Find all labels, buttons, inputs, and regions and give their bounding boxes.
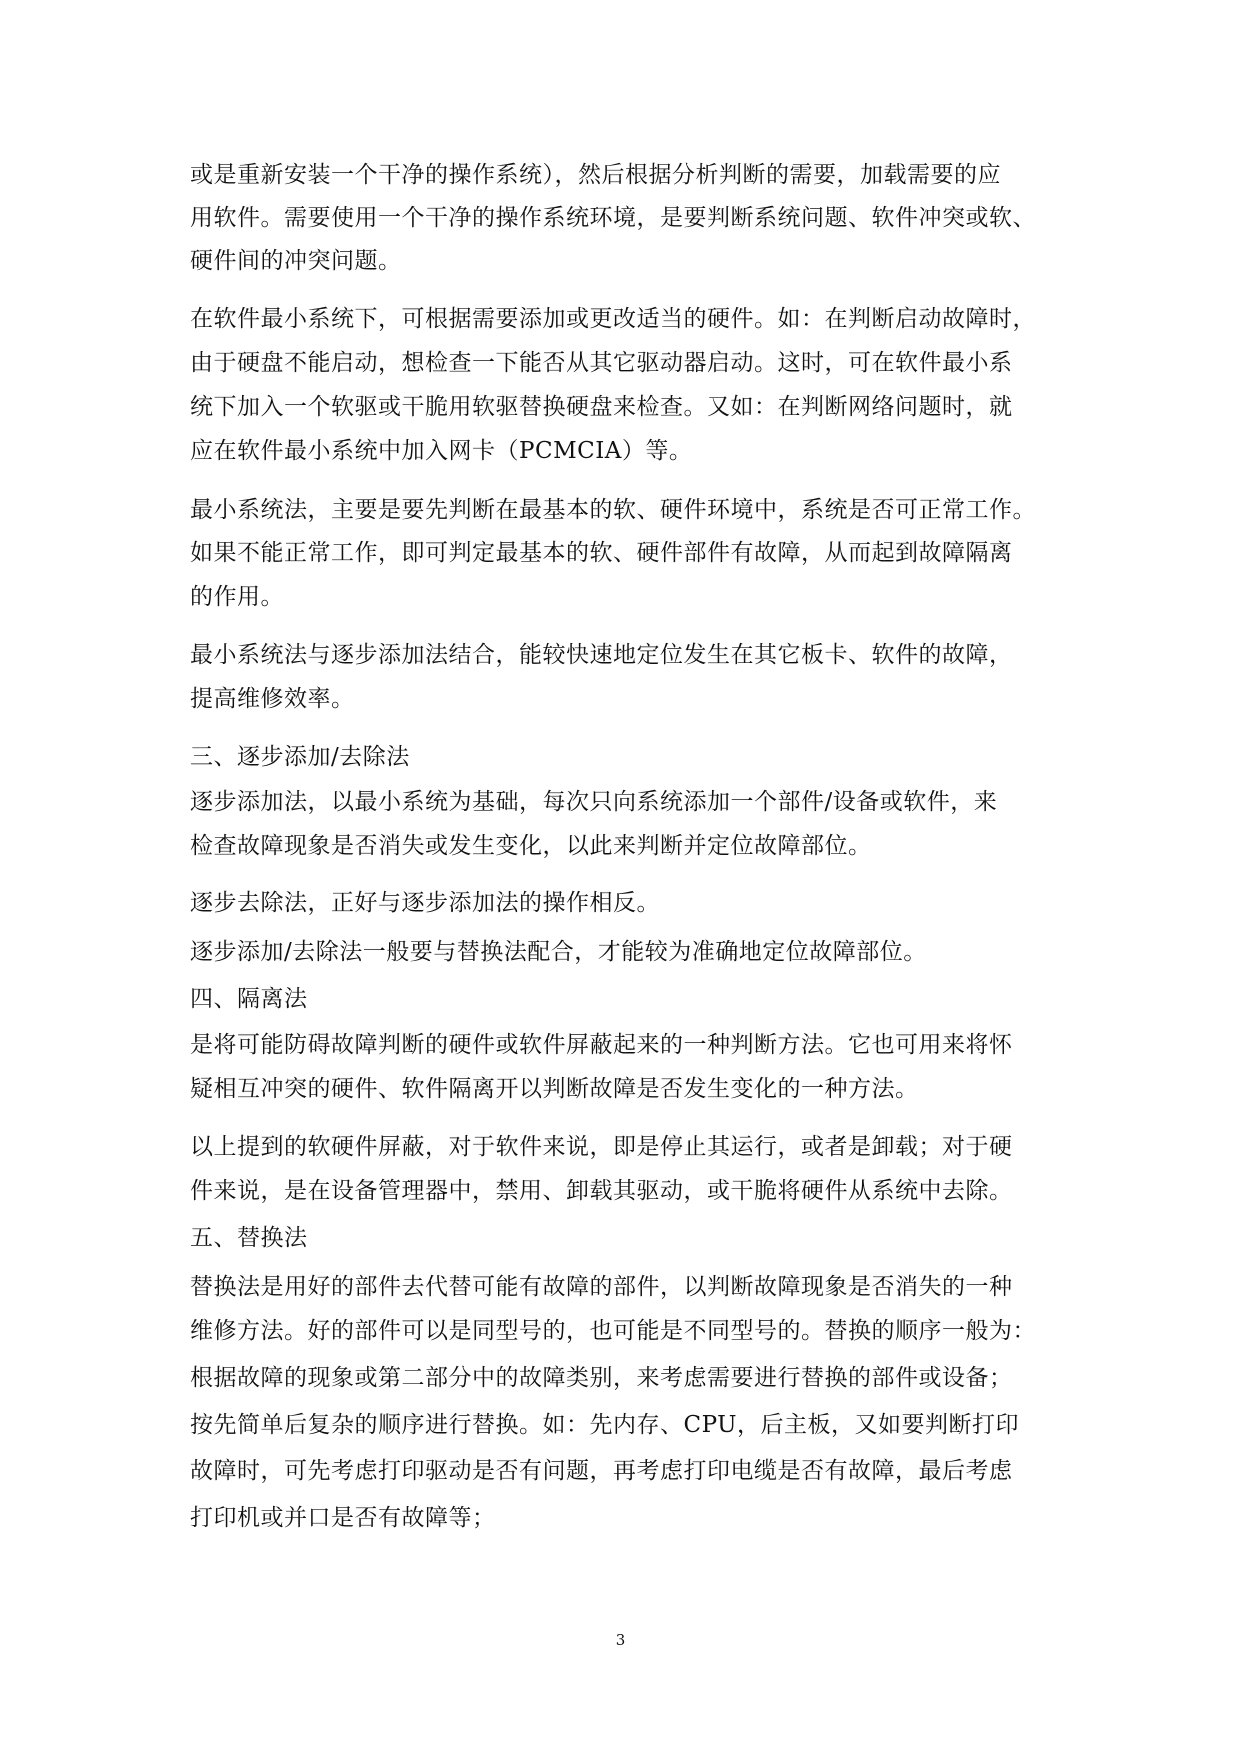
- text-line: 检查故障现象是否消失或发生变化，以此来判断并定位故障部位。: [190, 833, 872, 859]
- section-heading: 五、替换法: [190, 1225, 308, 1251]
- text-line: 维修方法。好的部件可以是同型号的，也可能是不同型号的。替换的顺序一般为：: [190, 1318, 1036, 1344]
- text-line: 逐步去除法，正好与逐步添加法的操作相反。: [190, 890, 660, 916]
- text-line: 统下加入一个软驱或干脆用软驱替换硬盘来检查。又如：在判断网络问题时，就: [190, 394, 1013, 420]
- section-heading: 三、逐步添加/去除法: [190, 744, 410, 770]
- text-line: 在软件最小系统下，可根据需要添加或更改适当的硬件。如：在判断启动故障时，: [190, 306, 1036, 332]
- text-line: 按先简单后复杂的顺序进行替换。如：先内存、CPU，后主板，又如要判断打印: [190, 1412, 1020, 1438]
- text-line: 的作用。: [190, 584, 284, 610]
- text-line: 最小系统法，主要是要先判断在最基本的软、硬件环境中，系统是否可正常工作。: [190, 497, 1036, 523]
- text-line: 疑相互冲突的硬件、软件隔离开以判断故障是否发生变化的一种方法。: [190, 1076, 919, 1102]
- text-line: 替换法是用好的部件去代替可能有故障的部件，以判断故障现象是否消失的一种: [190, 1274, 1013, 1300]
- text-line: 逐步添加法，以最小系统为基础，每次只向系统添加一个部件/设备或软件，来: [190, 789, 998, 815]
- text-line: 是将可能防碍故障判断的硬件或软件屏蔽起来的一种判断方法。它也可用来将怀: [190, 1032, 1013, 1058]
- text-line: 用软件。需要使用一个干净的操作系统环境，是要判断系统问题、软件冲突或软、: [190, 205, 1036, 231]
- text-line: 件来说，是在设备管理器中，禁用、卸载其驱动，或干脆将硬件从系统中去除。: [190, 1178, 1013, 1204]
- text-line: 逐步添加/去除法一般要与替换法配合，才能较为准确地定位故障部位。: [190, 939, 927, 965]
- text-line: 以上提到的软硬件屏蔽，对于软件来说，即是停止其运行，或者是卸载；对于硬: [190, 1134, 1013, 1160]
- text-line: 由于硬盘不能启动，想检查一下能否从其它驱动器启动。这时，可在软件最小系: [190, 350, 1013, 376]
- text-line: 硬件间的冲突问题。: [190, 248, 402, 274]
- text-line: 如果不能正常工作，即可判定最基本的软、硬件部件有故障，从而起到故障隔离: [190, 540, 1013, 566]
- text-line: 提高维修效率。: [190, 686, 355, 712]
- text-line: 最小系统法与逐步添加法结合，能较快速地定位发生在其它板卡、软件的故障，: [190, 642, 1013, 668]
- text-line: 故障时，可先考虑打印驱动是否有问题，再考虑打印电缆是否有故障，最后考虑: [190, 1458, 1013, 1484]
- section-heading: 四、隔离法: [190, 986, 308, 1012]
- text-line: 或是重新安装一个干净的操作系统），然后根据分析判断的需要，加载需要的应: [190, 162, 1001, 188]
- text-line: 打印机或并口是否有故障等；: [190, 1505, 496, 1531]
- text-line: 应在软件最小系统中加入网卡（PCMCIA）等。: [190, 438, 693, 464]
- page-number: 3: [615, 1631, 626, 1649]
- text-line: 根据故障的现象或第二部分中的故障类别，来考虑需要进行替换的部件或设备；: [190, 1365, 1013, 1391]
